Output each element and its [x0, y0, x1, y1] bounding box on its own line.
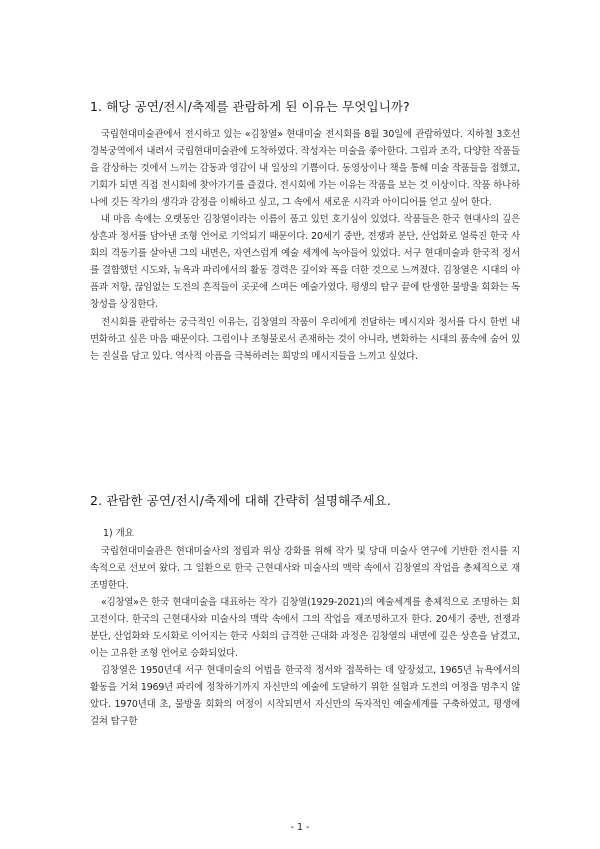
section-2-paragraph-3: 김창열은 1950년대 서구 현대미술의 어법을 한국적 정서와 접목하는 데 앞장섰고, 1965년 뉴욕에서의 활동을 거쳐 1969년 파리에 정착하기까지 자신만의 예술에 도달하기 위한 실험과 도전의 여정을 멈추지 않았다. 1970년대 초, 물방울 회화의 여정이 시작되면서 자신만의 독자적인 예술세계를 구축하였고, 평생에 걸쳐 탐구한 [90, 665, 520, 728]
section-1-paragraph-1: 국립현대미술관에서 전시하고 있는 «김창열» 현대미술 전시회를 8월 30일에 관람하였다. 지하철 3호선 경복궁역에서 내려서 국립현대미술관에 도착하였다. 작성자는 미술을 좋아한다. 그림과 조각, 다양한 작품들을 감상하는 것에서 느끼는 감동과 영감이 내 일상의 기쁨이다. 동영상이나 책을 통해 미술 작품들을 접했고, 기회가 되면 직접 전시회에 찾아가기를 즐겼다. 전시회에 가는 이유는 작품을 보는 것 이상이다. 작품 하나하나에 깃든 작가의 생각과 감정을 이해하고 싶고, 그 속에서 새로운 시각과 아이디어를 얻고 싶어 한다. [90, 129, 520, 209]
section-1-paragraph-3: 전시회를 관람하는 궁극적인 이유는, 김창열의 작품이 우리에게 전달하는 메시지와 정서를 다시 한번 내면화하고 싶은 마음 때문이다. 그림이나 조형물로서 존재하는 것이 아니라, 변화하는 시대의 품속에 숨어 있는 진실을 담고 있다. 역사적 아픔을 극복하려는 희망의 메시지들을 느끼고 싶었다. [90, 316, 520, 362]
section-1-heading: 1. 해당 공연/전시/축제를 관람하게 된 이유는 무엇입니까? [90, 99, 410, 114]
section-1-paragraph-2: 내 마음 속에는 오랫동안 김창열이라는 이름이 품고 있던 호기심이 있었다. 작품들은 한국 현대사의 깊은 상흔과 정서를 담아낸 조형 언어로 기억되기 때문이다. 20세기 중반, 전쟁과 분단, 산업화로 얼룩진 한국 사회의 격동기를 살아낸 그의 내면은, 자연스럽게 예술 세계에 녹아들어 있었다. 서구 현대미술과 한국적 정서를 결합했던 시도와, 뉴욕과 파리에서의 활동 경력은 깊이와 폭을 더한 것으로 느껴졌다. 김창열은 시대의 아픔과 저항, 끊임없는 도전의 흔적들이 곳곳에 스며든 예술가였다. 평생의 탐구 끝에 탄생한 물방울 회화는 독창성을 상징한다. [90, 214, 520, 311]
section-2-paragraph-2: «김창열»은 한국 현대미술을 대표하는 작가 김창열(1929-2021)의 예술세계를 총체적으로 조명하는 회고전이다. 한국의 근현대사와 미술사의 맥락 속에서 그의 작업을 재조명하고자 한다. 20세기 중반, 전쟁과 분단, 산업화와 도시화로 이어지는 한국 사회의 급격한 근대화 과정은 김창열의 내면에 깊은 상흔을 남겼고, 이는 고유한 조형 언어로 승화되었다. [90, 597, 520, 660]
section-2-heading: 2. 관람한 공연/전시/축제에 대해 간략히 설명해주세요. [90, 493, 391, 508]
section-2-body [90, 543, 520, 731]
page-number: - 1 - [290, 822, 310, 833]
section-2-subheading: 1) 개요 [103, 528, 134, 539]
section-2-paragraph-1: 국립현대미술관은 현대미술사의 정립과 위상 강화를 위해 작가 및 당대 미술사 연구에 기반한 전시를 지속적으로 선보여 왔다. 그 일환으로 한국 근현대사와 미술사의 맥락 속에서 김창열의 작업을 총체적으로 재조명한다. [90, 546, 520, 592]
section-1-body [90, 126, 520, 365]
